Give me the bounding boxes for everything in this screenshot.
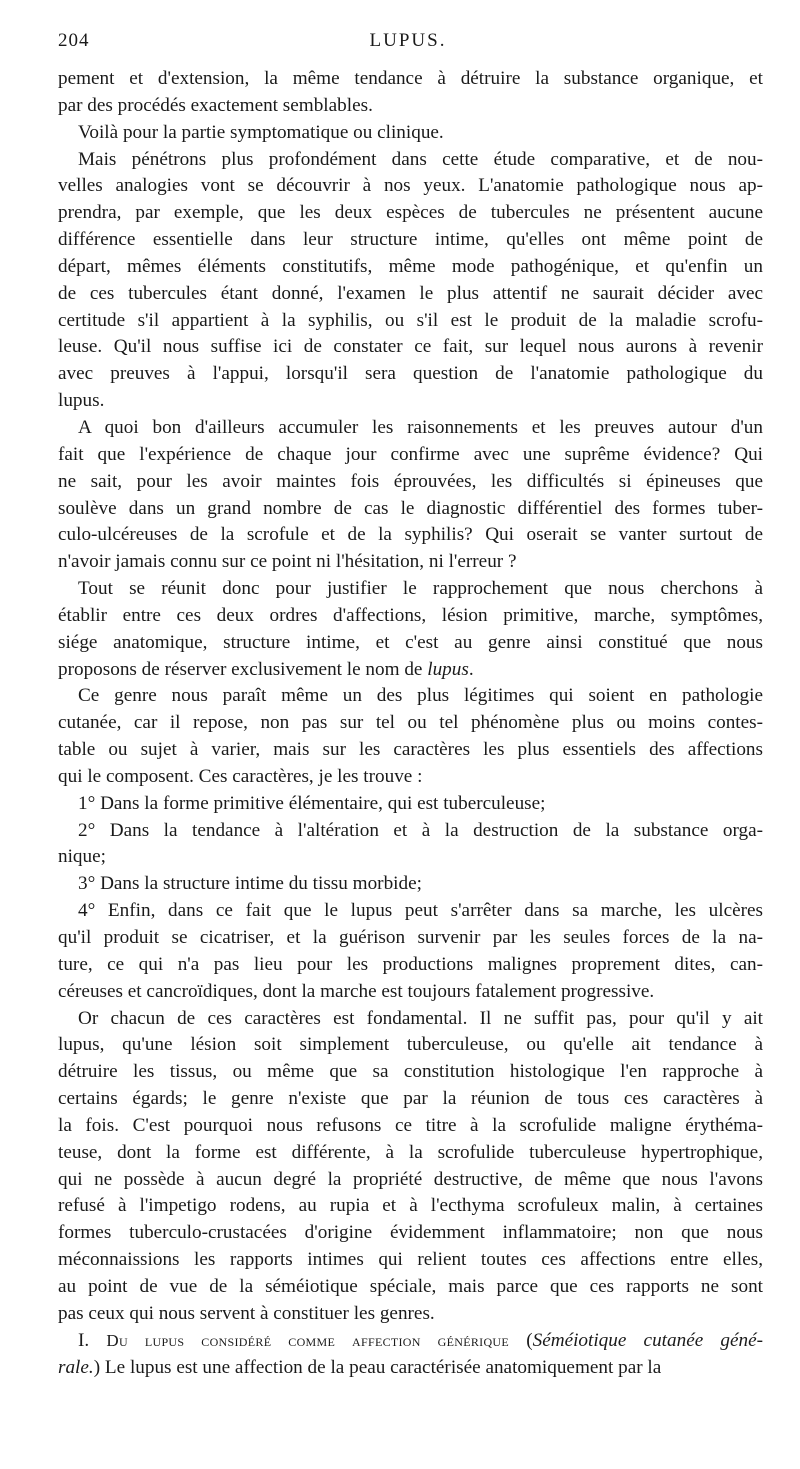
text-line: 2° Dans la tendance à l'altération et à la destruction de la substance orga-	[78, 819, 763, 841]
text-line: départ, mêmes éléments constitutifs, même mode pathogénique, et qu'enfin un	[58, 255, 763, 277]
text-line: qui ne possède à aucun degré la propriété destructive, de même que nous l'avons	[58, 1168, 763, 1190]
text-line: 3° Dans la structure intime du tissu morbide;	[78, 873, 422, 895]
text-line: qu'il produit se cicatriser, et la guérison survenir par les seules forces de la na-	[58, 927, 763, 948]
text-line: ture, ce qui n'a pas lieu pour les productions malignes proprement dites, can-	[58, 953, 763, 975]
text-line: Tout se réunit donc pour justifier le rapprochement que nous cherchons à	[78, 578, 763, 600]
text-segment: ) Le lupus est une affection de la peau caractérisée anatomiquement par la	[93, 1356, 662, 1378]
text-line: Or chacun de ces caractères est fondamental. Il ne suffit pas, pour qu'il y ait	[78, 1007, 763, 1029]
text-line: pement et d'extension, la même tendance à détruire la substance organique, et	[58, 68, 763, 89]
text-line: pas ceux qui nous servent à constituer les genres.	[58, 1302, 435, 1324]
text-line	[58, 657, 763, 684]
text-line: velles analogies vont se découvrir à nos yeux. L'anatomie pathologique nous ap-	[58, 175, 763, 197]
text-segment: .	[468, 658, 474, 680]
text-line: certains égards; le genre n'existe que par la réunion de tous ces caractères à	[58, 1088, 763, 1110]
text-line: Ce genre nous paraît même un des plus légitimes qui soient en pathologie	[78, 685, 763, 707]
text-line: table ou sujet à varier, mais sur les caractères les plus essentiels des affections	[58, 739, 763, 761]
text-line: siége anatomique, structure intime, et c'est au genre ainsi constitué que nous	[58, 631, 763, 653]
text-line: soulève dans un grand nombre de cas le diagnostic différentiel des formes tuber-	[58, 497, 763, 519]
text-line: céreuses et cancroïdiques, dont la marche est toujours fatalement progressive.	[58, 980, 655, 1002]
text-line: qui le composent. Ces caractères, je les trouve :	[58, 765, 423, 787]
text-line: Voilà pour la partie symptomatique ou clinique.	[78, 121, 444, 143]
text-line: méconnaissions les rapports intimes qui relient toutes ces affections entre elles,	[58, 1249, 763, 1271]
text-line: culo-ulcéreuses de la scrofule et de la syphilis? Qui oserait se vanter surtout de	[58, 524, 763, 546]
text-line: A quoi bon d'ailleurs accumuler les raisonnements et les preuves autour d'un	[78, 416, 763, 438]
text-line: Mais pénétrons plus profondément dans cette étude comparative, et de nou-	[78, 148, 763, 170]
body-text	[58, 66, 763, 1381]
section-heading: Du lupus considéré comme affection générique	[106, 1330, 510, 1350]
text-line: avec preuves à l'appui, lorsqu'il sera question de l'anatomie pathologique du	[58, 363, 763, 385]
text-line: refusé à l'impetigo rodens, au rupia et à l'ecthyma scrofuleux malin, à certaines	[58, 1195, 763, 1217]
section-heading-line	[58, 1328, 763, 1355]
text-line: formes tuberculo-crustacées d'origine évidemment inflammatoire; non que nous	[58, 1222, 763, 1244]
text-segment: proposons de réserver exclusivement le nom de	[58, 658, 428, 680]
text-line: prendra, par exemple, que les deux espèces de tubercules ne présentent aucune	[58, 202, 763, 224]
text-line	[58, 1355, 763, 1382]
text-line: différence essentielle dans leur structure intime, qu'elles ont même point de	[58, 229, 763, 251]
text-line: ne sait, pour les avoir maintes fois éprouvées, les difficultés si épineuses que	[58, 470, 763, 492]
text-line: détruire les tissus, ou même que sa constitution histologique l'en rapproche à	[58, 1061, 763, 1083]
text-line: cutanée, car il repose, non pas sur tel ou tel phénomène plus ou moins contes-	[58, 712, 763, 734]
text-line: leuse. Qu'il nous suffise ici de constater ce fait, sur lequel nous aurons à revenir	[58, 336, 763, 358]
page-number: 204	[58, 30, 90, 51]
text-segment: (	[509, 1329, 533, 1351]
section-subtitle-end: rale.	[58, 1356, 94, 1378]
text-line: la fois. C'est pourquoi nous refusons ce titre à la scrofulide maligne érythéma-	[58, 1114, 763, 1136]
lupus-term: lupus	[427, 658, 469, 680]
text-line: nique;	[58, 846, 106, 868]
section-number: I.	[78, 1329, 107, 1351]
section-subtitle: Séméiotique cutanée géné-	[532, 1329, 764, 1351]
text-line: au point de vue de la séméiotique spéciale, mais parce que ces rapports ne sont	[58, 1275, 763, 1297]
page-header	[58, 30, 758, 60]
text-line: fait que l'expérience de chaque jour confirme avec une suprême évidence? Qui	[58, 443, 763, 465]
text-line: 4° Enfin, dans ce fait que le lupus peut s'arrêter dans sa marche, les ulcères	[78, 900, 763, 922]
text-line: teuse, dont la forme est différente, à la scrofulide tuberculeuse hypertrophique,	[58, 1141, 763, 1163]
text-line: certitude s'il appartient à la syphilis, ou s'il est le produit de la maladie scrofu-	[58, 309, 763, 331]
text-line: lupus.	[58, 390, 105, 412]
text-line: de ces tubercules étant donné, l'examen le plus attentif ne saurait décider avec	[58, 282, 763, 304]
text-line: par des procédés exactement semblables.	[58, 94, 373, 116]
text-line: 1° Dans la forme primitive élémentaire, qui est tuberculeuse;	[78, 792, 546, 814]
running-title: LUPUS.	[369, 30, 447, 51]
text-line: établir entre ces deux ordres d'affections, lésion primitive, marche, symptômes,	[58, 604, 763, 626]
text-line: n'avoir jamais connu sur ce point ni l'hésitation, ni l'erreur ?	[58, 551, 517, 573]
text-line: lupus, qu'une lésion soit simplement tuberculeuse, ou qu'elle ait tendance à	[58, 1034, 763, 1056]
